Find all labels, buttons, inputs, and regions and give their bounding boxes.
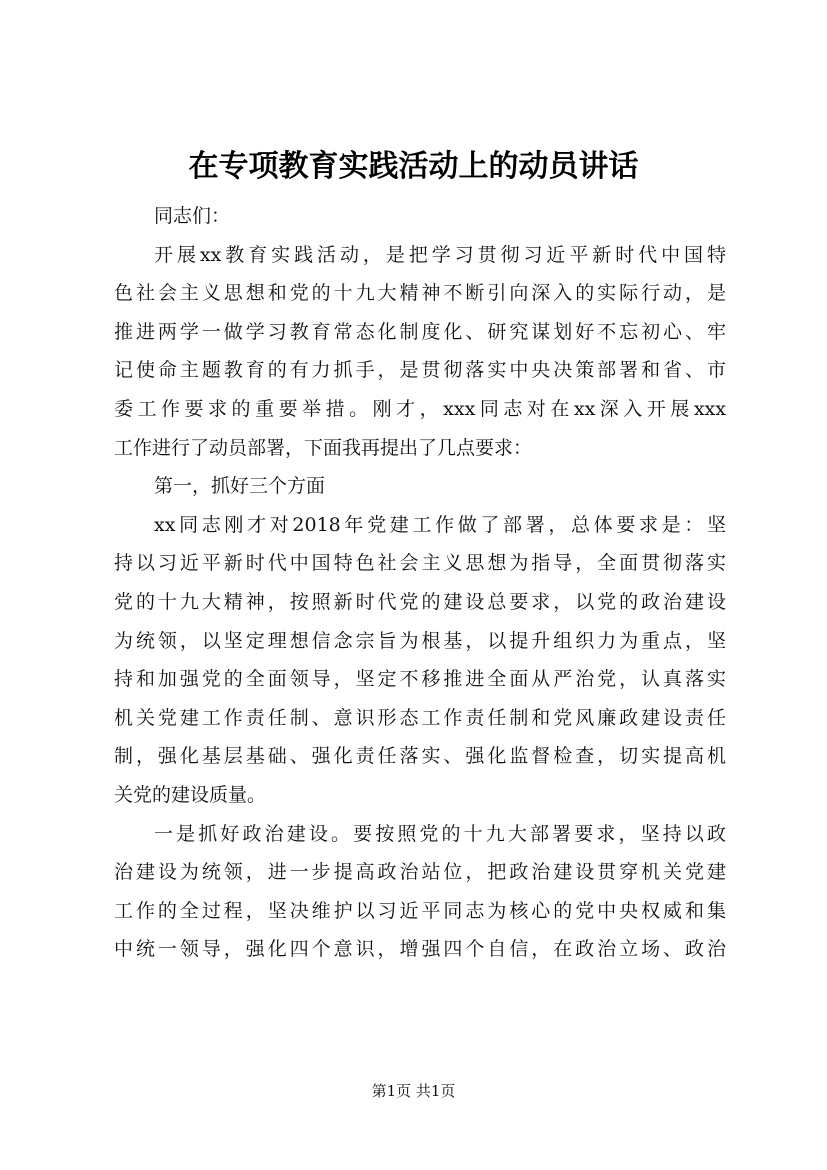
text-line: 一是抓好政治建设。要按照党的十九大部署要求，坚持以政	[154, 822, 726, 845]
text-line: 开展xx教育实践活动，是把学习贯彻习近平新时代中国特	[154, 243, 726, 266]
text-line: 记使命主题教育的有力抓手，是贯彻落实中央决策部署和省、市	[114, 359, 726, 382]
text-line: 中统一领导，强化四个意识，增强四个自信，在政治立场、政治	[114, 938, 726, 961]
text-line: 持以习近平新时代中国特色社会主义思想为指导，全面贯彻落实	[114, 552, 726, 575]
text-line: 关党的建设质量。	[114, 783, 267, 806]
paragraph-2	[114, 506, 726, 815]
text-line: 委工作要求的重要举措。刚才，xxx同志对在xx深入开展xxx	[114, 397, 726, 420]
paragraph-3	[114, 815, 726, 969]
paragraph-1	[114, 236, 726, 468]
text-line: 党的十九大精神，按照新时代党的建设总要求，以党的政治建设	[114, 590, 726, 613]
document-body	[114, 197, 726, 969]
greeting-line: 同志们：	[154, 205, 231, 227]
text-line: 为统领，以坚定理想信念宗旨为根基，以提升组织力为重点，坚	[114, 629, 726, 652]
text-line: 色社会主义思想和党的十九大精神不断引向深入的实际行动，是	[114, 282, 726, 305]
text-line: 机关党建工作责任制、意识形态工作责任制和党风廉政建设责任	[114, 706, 726, 729]
text-line: xx同志刚才对2018年党建工作做了部署，总体要求是：坚	[154, 513, 726, 536]
section-heading: 第一，抓好三个方面	[154, 475, 326, 498]
text-line: 治建设为统领，进一步提高政治站位，把政治建设贯穿机关党建	[114, 861, 726, 884]
text-line: 工作进行了动员部署，下面我再提出了几点要求：	[114, 436, 533, 459]
document-title: 在专项教育实践活动上的动员讲话	[188, 149, 639, 184]
page-footer: 第1页 共1页	[371, 1082, 456, 1100]
text-line: 推进两学一做学习教育常态化制度化、研究谋划好不忘初心、牢	[114, 320, 726, 343]
text-line: 制，强化基层基础、强化责任落实、强化监督检查，切实提高机	[114, 745, 726, 768]
text-line: 工作的全过程，坚决维护以习近平同志为核心的党中央权威和集	[114, 899, 726, 922]
text-line: 持和加强党的全面领导，坚定不移推进全面从严治党，认真落实	[114, 668, 726, 691]
